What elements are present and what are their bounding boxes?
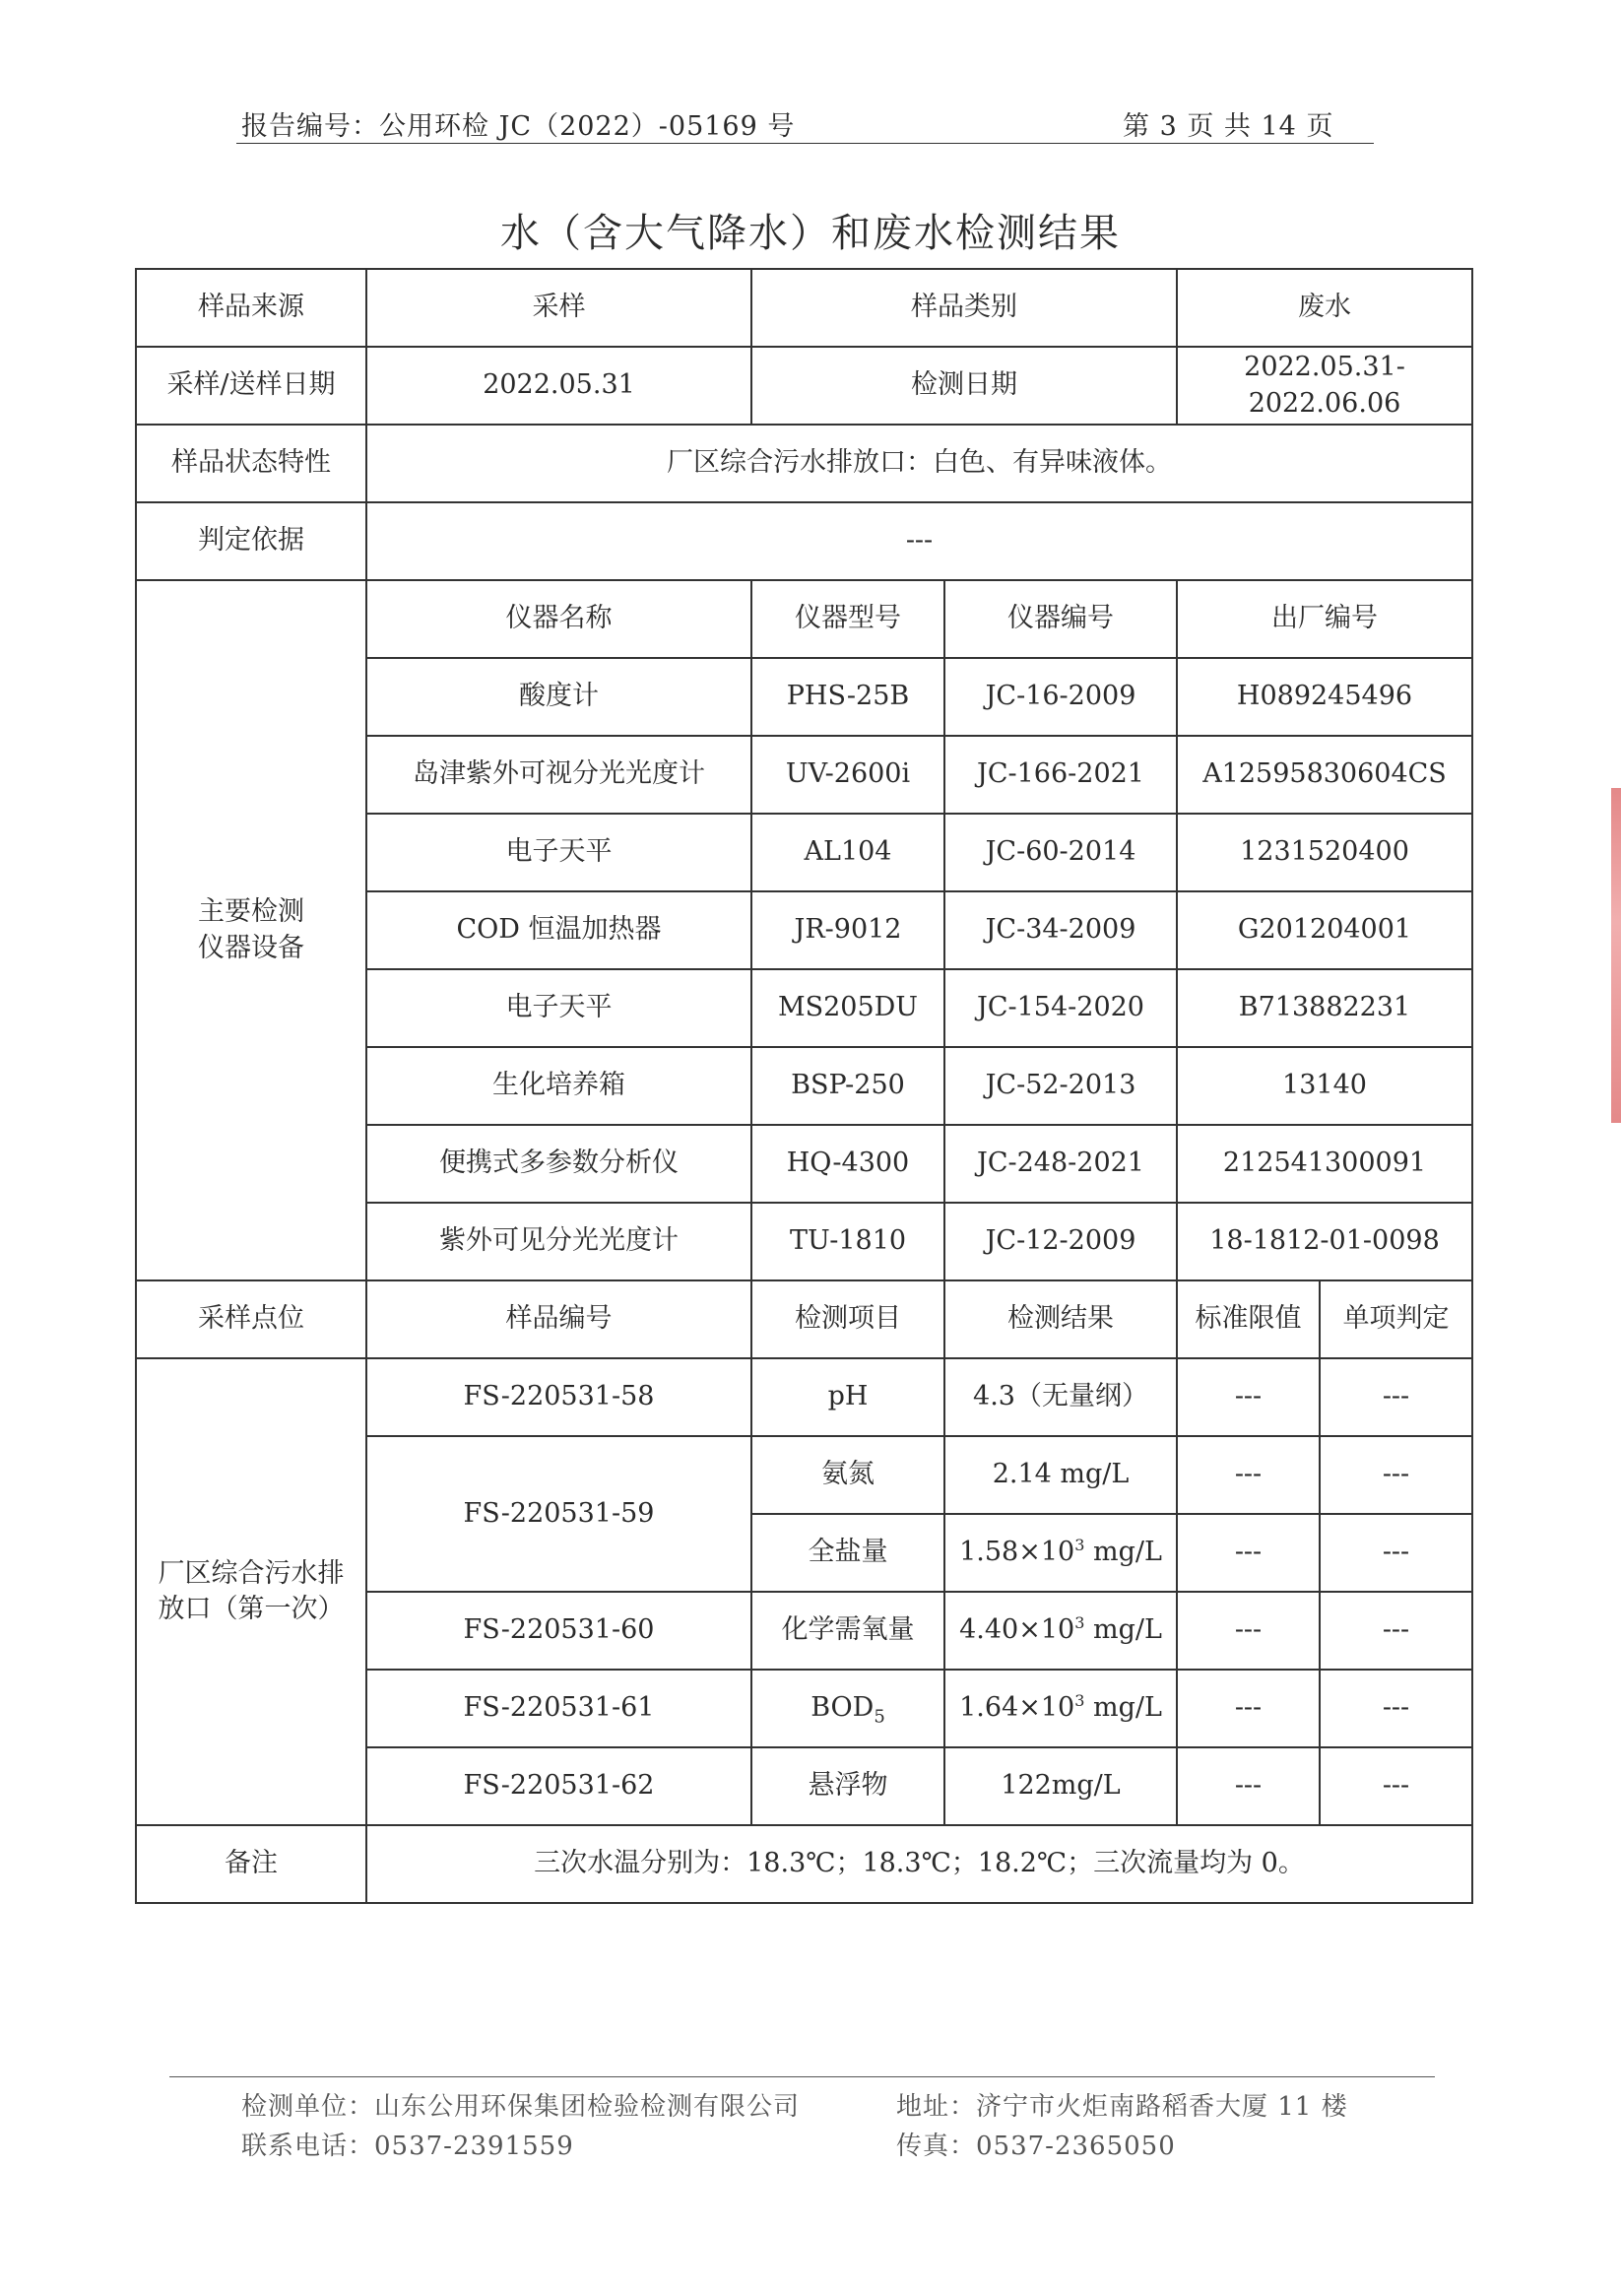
equipment-cell: COD 恒温加热器 xyxy=(366,891,751,969)
equipment-cell: HQ-4300 xyxy=(751,1125,944,1203)
sample-id: FS-220531-62 xyxy=(366,1747,751,1825)
test-result: 122mg/L xyxy=(944,1747,1177,1825)
standard-limit: --- xyxy=(1177,1747,1320,1825)
date-value: 2022.05.31 xyxy=(366,347,751,425)
equipment-label-line1: 主要检测 xyxy=(198,896,304,928)
equipment-cell: 生化培养箱 xyxy=(366,1047,751,1125)
results-header: 采样点位 xyxy=(136,1280,366,1358)
standard-limit: --- xyxy=(1177,1670,1320,1747)
sample-id: FS-220531-58 xyxy=(366,1358,751,1436)
remarks-value: 三次水温分别为：18.3℃；18.3℃；18.2℃；三次流量均为 0。 xyxy=(366,1825,1472,1903)
seal-stamp-edge xyxy=(1611,788,1621,1123)
equipment-cell: AL104 xyxy=(751,814,944,891)
state-label: 样品状态特性 xyxy=(136,425,366,502)
test-item: 化学需氧量 xyxy=(751,1592,944,1670)
test-item: 氨氮 xyxy=(751,1436,944,1514)
test-item: $BOD_5$ xyxy=(751,1670,944,1747)
sample-id: FS-220531-60 xyxy=(366,1592,751,1670)
equipment-cell: 酸度计 xyxy=(366,658,751,736)
results-header: 检测结果 xyxy=(944,1280,1177,1358)
equipment-cell: 电子天平 xyxy=(366,969,751,1047)
test-result: $1.64\times 10^3$ mg/L xyxy=(944,1670,1177,1747)
equipment-cell: 1231520400 xyxy=(1177,814,1472,891)
footer-phone: 联系电话：0537-2391559 xyxy=(241,2132,574,2161)
judgement: --- xyxy=(1320,1670,1472,1747)
info-row-state xyxy=(136,425,1472,502)
source-label: 样品来源 xyxy=(136,269,366,347)
equipment-cell: B713882231 xyxy=(1177,969,1472,1047)
page-title: 水（含大气降水）和废水检测结果 xyxy=(500,211,1121,256)
remarks-label: 备注 xyxy=(136,1825,366,1903)
equipment-cell: 电子天平 xyxy=(366,814,751,891)
source-value: 采样 xyxy=(366,269,751,347)
info-row-basis xyxy=(136,502,1472,580)
location-line2: 放口（第一次） xyxy=(158,1594,345,1624)
equipment-header: 仪器型号 xyxy=(751,580,944,658)
test-date-value: 2022.05.31-2022.06.06 xyxy=(1177,347,1472,425)
equipment-cell: JC-34-2009 xyxy=(944,891,1177,969)
results-header: 标准限值 xyxy=(1177,1280,1320,1358)
test-result: 4.3（无量纲） xyxy=(944,1358,1177,1436)
results-table xyxy=(135,268,1473,1904)
equipment-cell: H089245496 xyxy=(1177,658,1472,736)
result-row xyxy=(136,1358,1472,1436)
basis-label: 判定依据 xyxy=(136,502,366,580)
equipment-cell: JC-248-2021 xyxy=(944,1125,1177,1203)
test-result: $1.58\times 10^3$ mg/L xyxy=(944,1514,1177,1592)
equipment-cell: 13140 xyxy=(1177,1047,1472,1125)
standard-limit: --- xyxy=(1177,1358,1320,1436)
judgement: --- xyxy=(1320,1514,1472,1592)
equipment-header-row xyxy=(136,580,1472,658)
results-header-row xyxy=(136,1280,1472,1358)
equipment-cell: 岛津紫外可视分光光度计 xyxy=(366,736,751,814)
equipment-cell: G201204001 xyxy=(1177,891,1472,969)
results-header: 单项判定 xyxy=(1320,1280,1472,1358)
equipment-cell: MS205DU xyxy=(751,969,944,1047)
test-result: 2.14 mg/L xyxy=(944,1436,1177,1514)
equipment-label-line2: 仪器设备 xyxy=(198,932,304,963)
header-divider xyxy=(236,143,1374,144)
location-line1: 厂区综合污水排 xyxy=(158,1557,345,1589)
judgement: --- xyxy=(1320,1358,1472,1436)
equipment-cell: TU-1810 xyxy=(751,1203,944,1280)
equipment-cell: JC-166-2021 xyxy=(944,736,1177,814)
remarks-row xyxy=(136,1825,1472,1903)
test-result: $4.40\times 10^3$ mg/L xyxy=(944,1592,1177,1670)
state-value: 厂区综合污水排放口：白色、有异味液体。 xyxy=(366,425,1472,502)
equipment-cell: 便携式多参数分析仪 xyxy=(366,1125,751,1203)
footer-fax: 传真：0537-2365050 xyxy=(896,2132,1176,2161)
info-row-date xyxy=(136,347,1472,425)
equipment-section-label xyxy=(136,580,366,1280)
test-item: pH xyxy=(751,1358,944,1436)
equipment-header: 仪器名称 xyxy=(366,580,751,658)
equipment-cell: UV-2600i xyxy=(751,736,944,814)
equipment-cell: JC-154-2020 xyxy=(944,969,1177,1047)
standard-limit: --- xyxy=(1177,1514,1320,1592)
equipment-cell: PHS-25B xyxy=(751,658,944,736)
equipment-cell: JC-60-2014 xyxy=(944,814,1177,891)
equipment-cell: BSP-250 xyxy=(751,1047,944,1125)
report-number: 报告编号：公用环检 JC（2022）-05169 号 xyxy=(241,111,796,142)
category-label: 样品类别 xyxy=(751,269,1177,347)
equipment-cell: JC-12-2009 xyxy=(944,1203,1177,1280)
standard-limit: --- xyxy=(1177,1592,1320,1670)
equipment-cell: 紫外可见分光光度计 xyxy=(366,1203,751,1280)
equipment-header: 出厂编号 xyxy=(1177,580,1472,658)
test-item: 悬浮物 xyxy=(751,1747,944,1825)
info-row-source xyxy=(136,269,1472,347)
judgement: --- xyxy=(1320,1592,1472,1670)
sampling-location xyxy=(136,1358,366,1825)
footer-address: 地址：济宁市火炬南路稻香大厦 11 楼 xyxy=(896,2092,1348,2122)
judgement: --- xyxy=(1320,1436,1472,1514)
test-item: 全盐量 xyxy=(751,1514,944,1592)
judgement: --- xyxy=(1320,1747,1472,1825)
page-info: 第 3 页 共 14 页 xyxy=(1123,111,1334,142)
equipment-cell: 212541300091 xyxy=(1177,1125,1472,1203)
results-header: 检测项目 xyxy=(751,1280,944,1358)
footer-unit: 检测单位：山东公用环保集团检验检测有限公司 xyxy=(241,2092,801,2122)
equipment-cell: JR-9012 xyxy=(751,891,944,969)
date-label: 采样/送样日期 xyxy=(136,347,366,425)
category-value: 废水 xyxy=(1177,269,1472,347)
basis-value: --- xyxy=(366,502,1472,580)
footer-divider xyxy=(169,2076,1435,2077)
standard-limit: --- xyxy=(1177,1436,1320,1514)
equipment-cell: JC-52-2013 xyxy=(944,1047,1177,1125)
equipment-header: 仪器编号 xyxy=(944,580,1177,658)
equipment-cell: 18-1812-01-0098 xyxy=(1177,1203,1472,1280)
results-header: 样品编号 xyxy=(366,1280,751,1358)
sample-id: FS-220531-59 xyxy=(366,1436,751,1592)
equipment-cell: A12595830604CS xyxy=(1177,736,1472,814)
sample-id: FS-220531-61 xyxy=(366,1670,751,1747)
equipment-cell: JC-16-2009 xyxy=(944,658,1177,736)
test-date-label: 检测日期 xyxy=(751,347,1177,425)
